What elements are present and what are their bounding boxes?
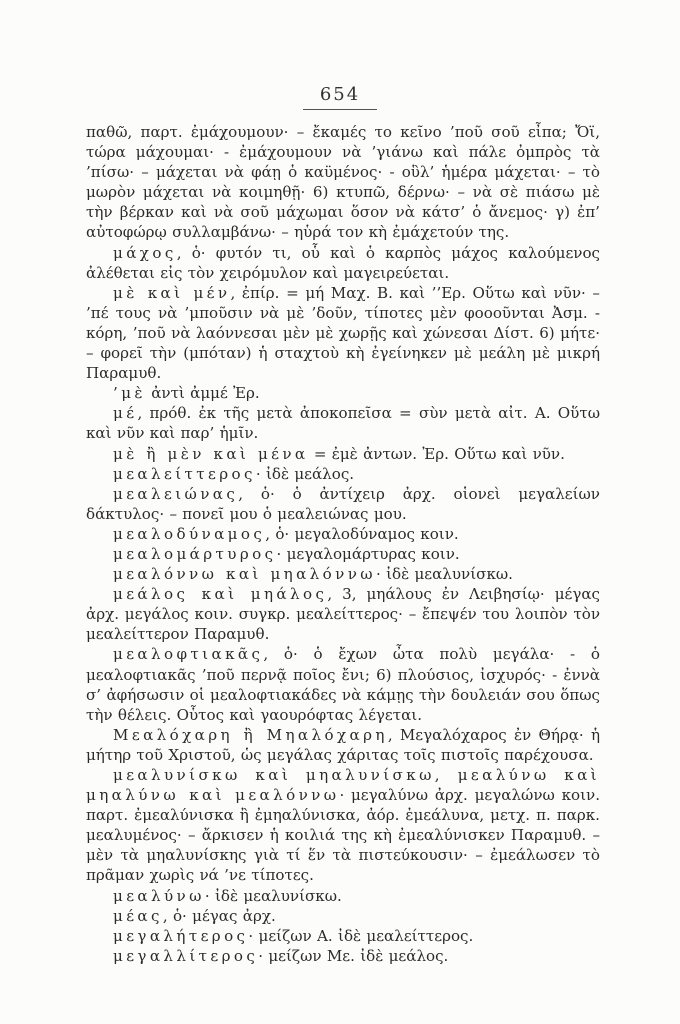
entry-headword: μεγαλήτερος <box>113 926 249 945</box>
dictionary-entry <box>86 544 600 564</box>
entry-text: , ὁ· ὁ ἔχων ὦτα πολὺ μεγάλα· - ὁ μεαλοφτιακᾶς ’ποῦ περνᾷ ποῖος ἔνι; 6) πλούσιος, ἰσχυρός· - ἐννὰ σ’ ἀφήσωσιν οἱ μεαλοφτιακάδες νὰ κάμῃς τὴν δουλειάν σου ὅπως τὴν θέλεις. Οὗτος καὶ γαουρόφτας λέγεται. <box>86 645 600 724</box>
entry-text: παθῶ, παρτ. ἐμάχουμουν· – ἔκαμές το κεῖνο ’ποῦ σοῦ εἶπα; Ὄϊ, τώρα μάχουμαι· - ἐμάχουμουν νὰ ’γιάνω καὶ πάλε ὀμπρὸς τὰ ’πίσω· – μάχεται νὰ φάῃ ὁ καϋμένος· - οὓλ’ ἡμέρα μάχεται· – τὸ μωρὸν μάχεται νὰ κοιμηθῇ· 6) κτυπῶ, δέρνω· – νὰ σὲ πιάσω μὲ τὴν βέρκαν καὶ νὰ σοῦ μάχωμαι ὅσον νὰ κάτσ’ ὁ ἄνεμος· γ) ἐπ’ αὐτοφώρῳ συλλαμβάνω· – ηὑρά τον κὴ ἐμάχετούν της. <box>86 123 600 242</box>
entry-text: , ἐπίρ. = μή Μαχ. Β. καὶ ’’Ερ. Οὕτω καὶ νῦν· – ’πέ τους νὰ ’μποῦσιν νὰ μὲ ’δοῦν, τίποτες μὲν φοοοῦνται Ἀσμ. - κόρη, ’ποῦ νὰ λαόννεσαι μὲν μὲ χωρῇς καὶ χώνεσαι Δίστ. 6) μήτε· – φορεῖ τὴν (μπόταν) ἡ σταχτοὺ κὴ ἐγείνηκεν μὲ μεάλη μὲ μικρή Παραμυθ. <box>86 283 600 383</box>
entry-text: · ἰδὲ μεάλος. <box>255 464 355 483</box>
dictionary-entry <box>86 765 600 886</box>
entry-text: · ἰδὲ μεαλυνίσκω. <box>204 886 342 905</box>
entry-headword: μεαλομάρτυρος <box>113 544 277 563</box>
dictionary-entry <box>86 725 600 765</box>
entry-text: · μεγαλομάρτυρας κοιν. <box>276 544 460 563</box>
entry-headword: μέ <box>113 404 138 423</box>
dictionary-entry <box>86 906 600 926</box>
entry-headword: μάχος <box>113 243 177 262</box>
entry-headword: μεάλος καὶ μηάλος <box>113 585 328 604</box>
entry-text: , ὁ· μέγας ἀρχ. <box>162 906 276 925</box>
entry-text: · μείζων Με. ἰδὲ μεάλος. <box>258 946 449 965</box>
dictionary-entry <box>86 584 600 644</box>
entry-headword: μεαλύνω <box>113 886 205 905</box>
entry-headword: μεαλόννω καὶ μηαλόννω <box>113 565 376 584</box>
entry-text: · μείζων Α. ἰδὲ μεαλείττερος. <box>248 926 474 945</box>
entry-headword: μεαλείττερος <box>113 464 256 483</box>
dictionary-entry <box>86 564 600 584</box>
header-rule <box>303 109 377 110</box>
text-block <box>86 122 600 966</box>
dictionary-entry <box>86 946 600 966</box>
entry-headword: μεαλειώνας <box>113 484 239 503</box>
dictionary-entry <box>86 524 600 544</box>
entry-text: , ὁ· ὁ ἀντίχειρ ἀρχ. οἱονεὶ μεγαλείων δάκτυλος· – πονεῖ μου ὁ μεαλειώνας μου. <box>86 484 600 523</box>
dictionary-entry <box>86 403 600 443</box>
entry-text: , πρόθ. ἐκ τῆς μετὰ ἀποκοπεῖσα = σὺν μετὰ αἰτ. Α. Οὕτω καὶ νῦν καὶ παρ’ ἡμῖν. <box>86 404 600 443</box>
dictionary-entry <box>86 484 600 524</box>
dictionary-entry <box>86 243 600 283</box>
dictionary-entry <box>86 926 600 946</box>
entry-headword: μέας <box>113 906 163 925</box>
dictionary-entry <box>86 283 600 383</box>
page-header <box>0 0 680 110</box>
dictionary-entry <box>86 444 600 464</box>
entry-text: , ὁ· μεγαλοδύναμος κοιν. <box>265 524 459 543</box>
dictionary-entry <box>86 464 600 484</box>
entry-headword: μεαλοδύναμος <box>113 524 266 543</box>
entry-headword: μεγαλλίτερος <box>113 946 259 965</box>
entry-text: · μεγαλύνω ἀρχ. μεγαλώνω κοιν. παρτ. ἐμεαλύνισκα ἢ ἐμηαλύνισκα, ἀόρ. ἐμεάλυνα, μετχ. π. παρκ. μεαλυμένος· – ἄρκισεν ἡ κοιλιά της κὴ ἐμεαλύνισκεν Παραμυθ. – μὲν τὰ μηαλυνίσκης γιὰ τί ἕν τὰ πιστεύκουσιν· – ἐμεάλωσεν τὸ πρᾶμαν χωρὶς νά ’νε τίποτες. <box>86 786 600 885</box>
entry-headword: μεαλοφτιακᾶς <box>113 645 264 664</box>
entry-headword: μεαλυνίσκω καὶ μηαλυνίσκω, μεαλύνω καὶ μηαλύνω καὶ μεαλόννω <box>86 766 600 805</box>
entry-text: , Μεγαλόχαρος ἐν Θήρᾳ· ἡ μήτηρ τοῦ Χριστοῦ, ὡς μεγάλας χάριτας τοῖς πιστοῖς παρέχουσα. <box>86 725 600 764</box>
entry-text: , 3, μηάλους ἐν Λειβησίῳ· μέγας ἀρχ. μεγάλος κοιν. συγκρ. μεαλείττερος· – ἔπεψέν του λοιπὸν τὸν μεαλείττερον Παραμυθ. <box>86 585 600 644</box>
page-number: 654 <box>319 84 361 105</box>
entry-text: · ἰδὲ μεαλυνίσκω. <box>375 565 513 584</box>
entry-headword: μὲ ἢ μὲν καὶ μένα <box>113 444 309 463</box>
entry-headword: ’μὲ <box>113 384 146 403</box>
entry-text: = ἐμὲ ἀντων. Ἐρ. Οὕτω καὶ νῦν. <box>308 444 565 463</box>
dictionary-entry <box>86 886 600 906</box>
dictionary-entry <box>86 383 600 403</box>
dictionary-entry-continuation <box>86 122 600 243</box>
entry-headword: Μεαλόχαρη ἢ Μηαλόχαρη <box>113 725 388 744</box>
entry-text: , ὁ· φυτόν τι, οὗ καὶ ὁ καρπὸς μάχος καλούμενος ἀλέθεται εἰς τὸν χειρόμυλον καὶ μαγειρεύεται. <box>86 243 600 282</box>
entry-headword: μὲ καὶ μέν <box>113 283 231 302</box>
entry-text: ἀντὶ ἀμμέ Ἐρ. <box>145 384 260 403</box>
dictionary-entry <box>86 644 600 724</box>
